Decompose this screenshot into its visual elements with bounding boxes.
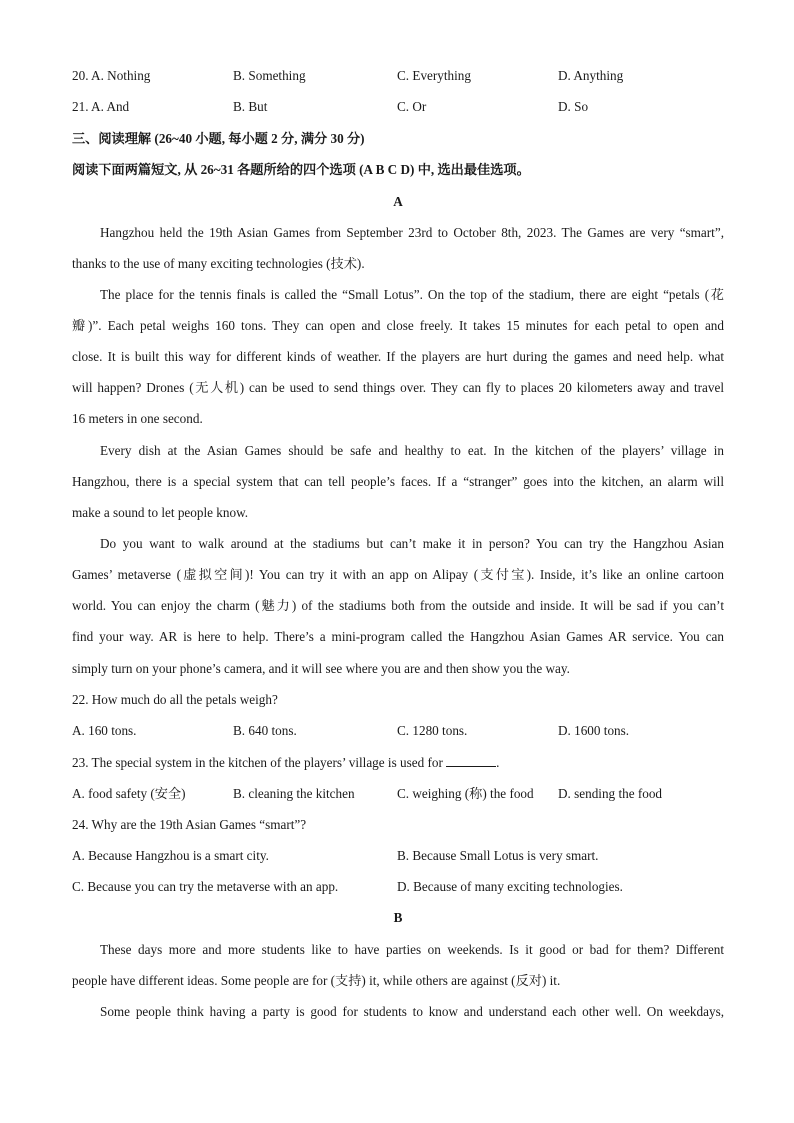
option-a: A. food safety (安全) xyxy=(72,786,186,801)
passage-line: people have different ideas. Some people are for (支持) it, while others are against (反对) it. xyxy=(72,973,561,988)
option-b: B. 640 tons. xyxy=(233,723,297,738)
option-d: D. Because of many exciting technologies. xyxy=(397,879,623,894)
passage-line: Do you want to walk around at the stadiums but can’t make it in person? You can try the Hangzhou Asian xyxy=(100,536,724,551)
passage-line: The place for the tennis finals is called the “Small Lotus”. On the top of the stadium, there are eight “petals (花 xyxy=(100,287,724,302)
option-b: B. Something xyxy=(233,68,306,83)
question-23-options xyxy=(72,783,724,805)
option-d: D. sending the food xyxy=(558,786,663,801)
passage-line: make a sound to let people know. xyxy=(72,505,249,520)
passage-b-label: B xyxy=(393,910,403,925)
question-21-options xyxy=(72,96,724,118)
option-c: C. Because you can try the metaverse with an app. xyxy=(72,879,339,894)
passage-line: Every dish at the Asian Games should be safe and healthy to eat. In the kitchen of the players’ village in xyxy=(100,443,724,458)
question-22-options xyxy=(72,720,724,742)
option-a: 21. A. And xyxy=(72,99,130,114)
option-a: 20. A. Nothing xyxy=(72,68,151,83)
passage-line: 瓣)”. Each petal weighs 160 tons. They can open and close freely. It takes 15 minutes for each petal to open and xyxy=(72,318,724,333)
passage-line: find your way. AR is here to help. There’s a mini-program called the Hangzhou Asian Games AR service. You can xyxy=(72,629,724,644)
question-23-text: 23. The special system in the kitchen of the players’ village is used for xyxy=(72,755,443,770)
passage-line: world. You can enjoy the charm (魅力) of the stadiums both from the outside and inside. It will be sad if you can’t xyxy=(72,598,724,613)
question-24-stem: 24. Why are the 19th Asian Games “smart”? xyxy=(72,817,307,832)
passage-line: close. It is built this way for different kinds of weather. If the players are hurt during the games and need help. what xyxy=(72,349,724,364)
passage-line: Hangzhou held the 19th Asian Games from September 23rd to October 8th, 2023. The Games are very “smart”, xyxy=(100,225,724,240)
question-24-options-row2 xyxy=(72,876,724,898)
option-c: C. 1280 tons. xyxy=(397,723,468,738)
option-c: C. weighing (称) the food xyxy=(397,786,534,801)
option-b: B. But xyxy=(233,99,268,114)
option-b: B. Because Small Lotus is very smart. xyxy=(397,848,599,863)
option-d: D. Anything xyxy=(558,68,624,83)
passage-line: simply turn on your phone’s camera, and it will see where you are and then show you the way. xyxy=(72,661,570,676)
question-23-end: . xyxy=(496,755,500,770)
answer-blank xyxy=(446,752,496,767)
passage-line: will happen? Drones (无人机) can be used to send things over. They can fly to places 20 kilometers away and travel xyxy=(72,380,724,395)
question-20-options xyxy=(72,65,724,87)
question-24-options-row1 xyxy=(72,845,724,867)
passage-line: Some people think having a party is good for students to know and understand each other well. On weekdays, xyxy=(100,1004,724,1019)
passage-line: 16 meters in one second. xyxy=(72,411,203,426)
option-a: A. Because Hangzhou is a smart city. xyxy=(72,848,269,863)
passage-line: Hangzhou, there is a special system that can tell people’s faces. If a “stranger” goes into the kitchen, an alarm will xyxy=(72,474,724,489)
section-instruction: 阅读下面两篇短文, 从 26~31 各题所给的四个选项 (A B C D) 中, 选出最佳选项。 xyxy=(72,162,530,177)
option-d: D. 1600 tons. xyxy=(558,723,630,738)
passage-line: Games’ metaverse (虚拟空间)! You can try it with an app on Alipay (支付宝). Inside, it’s like an online cartoon xyxy=(72,567,724,582)
question-22-stem: 22. How much do all the petals weigh? xyxy=(72,692,278,707)
option-c: C. Everything xyxy=(397,68,471,83)
question-23-stem xyxy=(72,752,724,774)
option-a: A. 160 tons. xyxy=(72,723,137,738)
passage-line: These days more and more students like to have parties on weekends. Is it good or bad for them? Different xyxy=(100,942,724,957)
passage-a-label: A xyxy=(393,194,403,209)
option-c: C. Or xyxy=(397,99,427,114)
section-title: 三、阅读理解 (26~40 小题, 每小题 2 分, 满分 30 分) xyxy=(72,131,365,146)
option-d: D. So xyxy=(558,99,589,114)
passage-line: thanks to the use of many exciting technologies (技术). xyxy=(72,256,365,271)
option-b: B. cleaning the kitchen xyxy=(233,786,355,801)
